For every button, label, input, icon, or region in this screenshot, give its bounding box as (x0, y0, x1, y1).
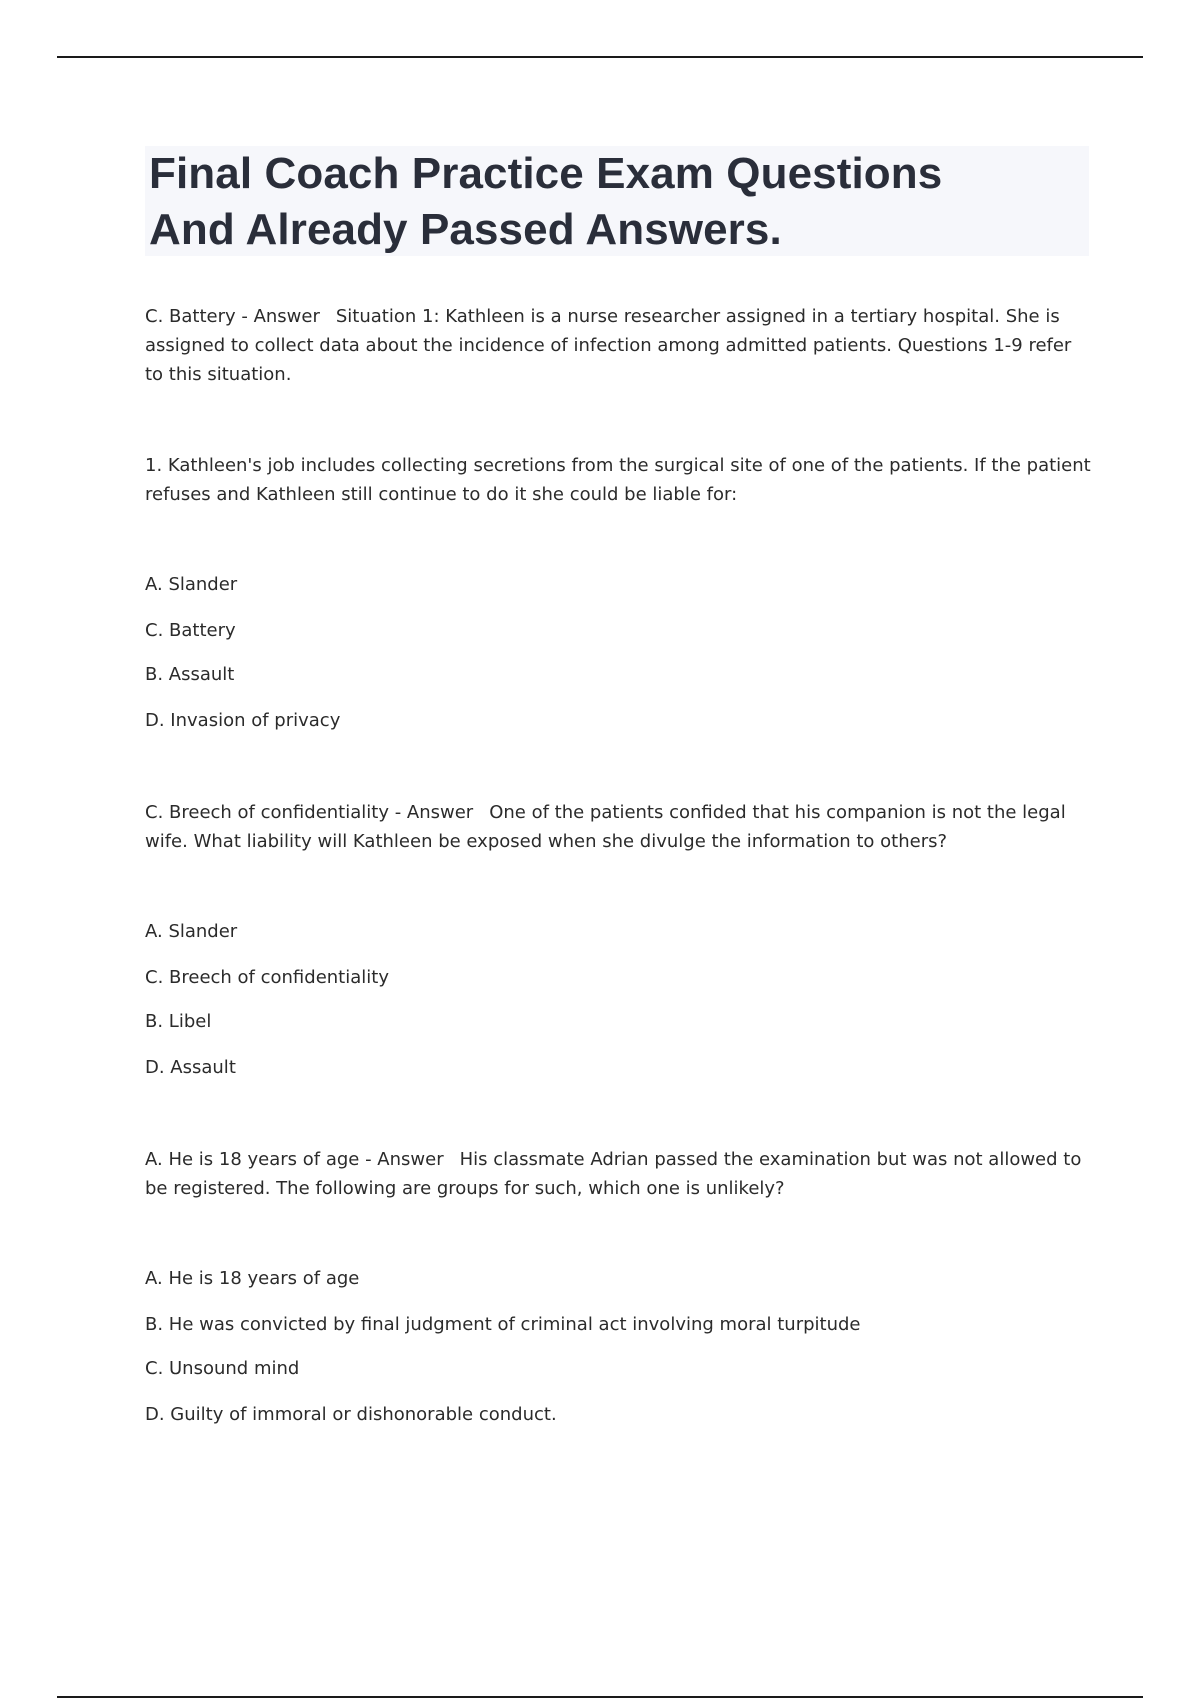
title-line-1: Final Coach Practice Exam Questions (149, 149, 943, 198)
answer-option: C. Breech of confidentiality (145, 967, 389, 988)
title-line-2: And Already Passed Answers. (149, 205, 782, 254)
answer-option: D. Invasion of privacy (145, 710, 341, 731)
answer-option: A. He is 18 years of age (145, 1268, 360, 1289)
answer-prefix: C. Breech of confidentiality - Answer (145, 802, 474, 823)
title-block (145, 146, 1089, 256)
answer-prefix: C. Battery - Answer (145, 306, 320, 327)
top-rule (57, 56, 1143, 58)
question-text: 1. Kathleen's job includes collecting secretions from the surgical site of one of the patients. If the patient refuses and Kathleen still continue to do it she could be liable for: (145, 455, 1091, 505)
answer-option: B. He was convicted by final judgment of criminal act involving moral turpitude (145, 1314, 861, 1335)
answer-prefix: A. He is 18 years of age - Answer (145, 1149, 444, 1170)
answer-option: A. Slander (145, 574, 238, 595)
answer-option: D. Guilty of immoral or dishonorable conduct. (145, 1404, 557, 1425)
question-text: One of the patients confided that his companion is not the legal wife. What liability will Kathleen be exposed when she divulge the information to others? (145, 802, 1066, 852)
question-text: His classmate Adrian passed the examination but was not allowed to be registered. The following are groups for such, which one is unlikely? (145, 1149, 1082, 1199)
document-title (149, 146, 1085, 258)
question-paragraph (145, 302, 1095, 389)
bottom-rule (57, 1696, 1143, 1698)
question-paragraph (145, 1145, 1095, 1203)
answer-option: D. Assault (145, 1057, 236, 1078)
answer-option: B. Assault (145, 664, 235, 685)
answer-option: C. Battery (145, 620, 236, 641)
question-paragraph (145, 798, 1095, 856)
answer-option: C. Unsound mind (145, 1358, 300, 1379)
answer-option: A. Slander (145, 921, 238, 942)
question-paragraph (145, 451, 1095, 509)
answer-option: B. Libel (145, 1011, 212, 1032)
question-text: Situation 1: Kathleen is a nurse researcher assigned in a tertiary hospital. She is assigned to collect data about the incidence of infection among admitted patients. Questions 1-9 refer to this situation. (145, 306, 1072, 385)
